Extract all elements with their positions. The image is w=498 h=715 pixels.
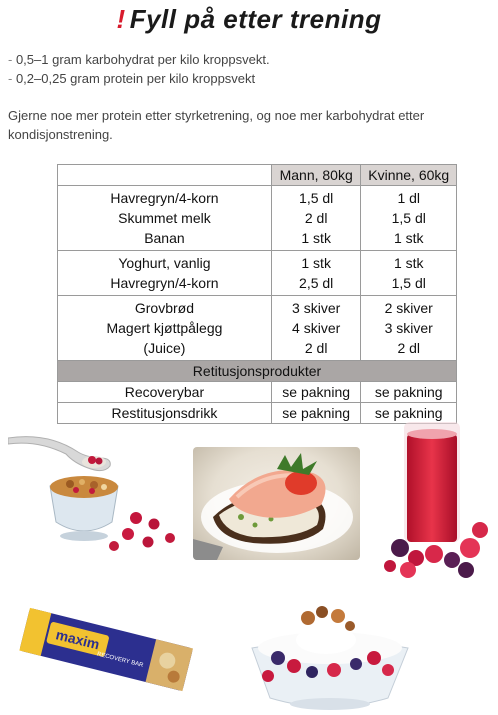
smoothie-photo [380,420,492,580]
nutrition-table [57,164,457,424]
title-text: Fyll på etter trening [129,4,382,34]
food-cell: Grovbrød Magert kjøttpålegg (Juice) [58,296,272,361]
table-row [58,382,457,403]
yogurt-parfait-photo [238,600,420,712]
cereal-bowl-illustration [8,430,188,558]
guideline-item: - 0,2–0,25 gram protein per kilo kroppsvekt [8,71,256,86]
yogurt-parfait-illustration [238,600,420,712]
smoothie-illustration [380,420,492,580]
kvinne-cell: 1 stk 1,5 dl [361,251,457,296]
recovery-bar-photo [12,605,197,695]
mann-cell: se pakning [271,403,361,424]
table-row [58,186,457,251]
mann-cell: 1,5 dl 2 dl 1 stk [271,186,361,251]
intro-paragraph: Gjerne noe mer protein etter styrketrening, og noe mer karbohydrat etter kondisjonstrening. [8,108,425,142]
table-header-blank [58,165,272,186]
kvinne-cell: 1 dl 1,5 dl 1 stk [361,186,457,251]
kvinne-cell: se pakning [361,403,457,424]
header-mann: Mann, 80kg [271,165,361,186]
bar-brand-label: maxim [54,626,102,653]
table-row [58,296,457,361]
sandwich-illustration [193,447,360,560]
food-cell: Yoghurt, vanlig Havregryn/4-korn [58,251,272,296]
mann-cell: se pakning [271,382,361,403]
mann-cell: 1 stk 2,5 dl [271,251,361,296]
product-name: Recoverybar [58,382,272,403]
table-row [58,251,457,296]
header-kvinne: Kvinne, 60kg [361,165,457,186]
bar-sub-label: RECOVERY BAR [96,651,144,669]
section-title: Retitusjonsprodukter [58,361,457,382]
guideline-list [8,50,270,88]
section-header-row [58,361,457,382]
table-header-row [58,165,457,186]
exclamation-mark: ! [116,4,126,34]
food-cell: Havregryn/4-korn Skummet melk Banan [58,186,272,251]
cereal-bowl-photo [8,430,188,558]
recovery-bar-illustration [12,605,197,695]
page-title [0,4,498,35]
mann-cell: 3 skiver 4 skiver 2 dl [271,296,361,361]
kvinne-cell: 2 skiver 3 skiver 2 dl [361,296,457,361]
sandwich-photo [193,447,360,560]
product-name: Restitusjonsdrikk [58,403,272,424]
guideline-item: - 0,5–1 gram karbohydrat per kilo kroppsvekt. [8,52,270,67]
kvinne-cell: se pakning [361,382,457,403]
